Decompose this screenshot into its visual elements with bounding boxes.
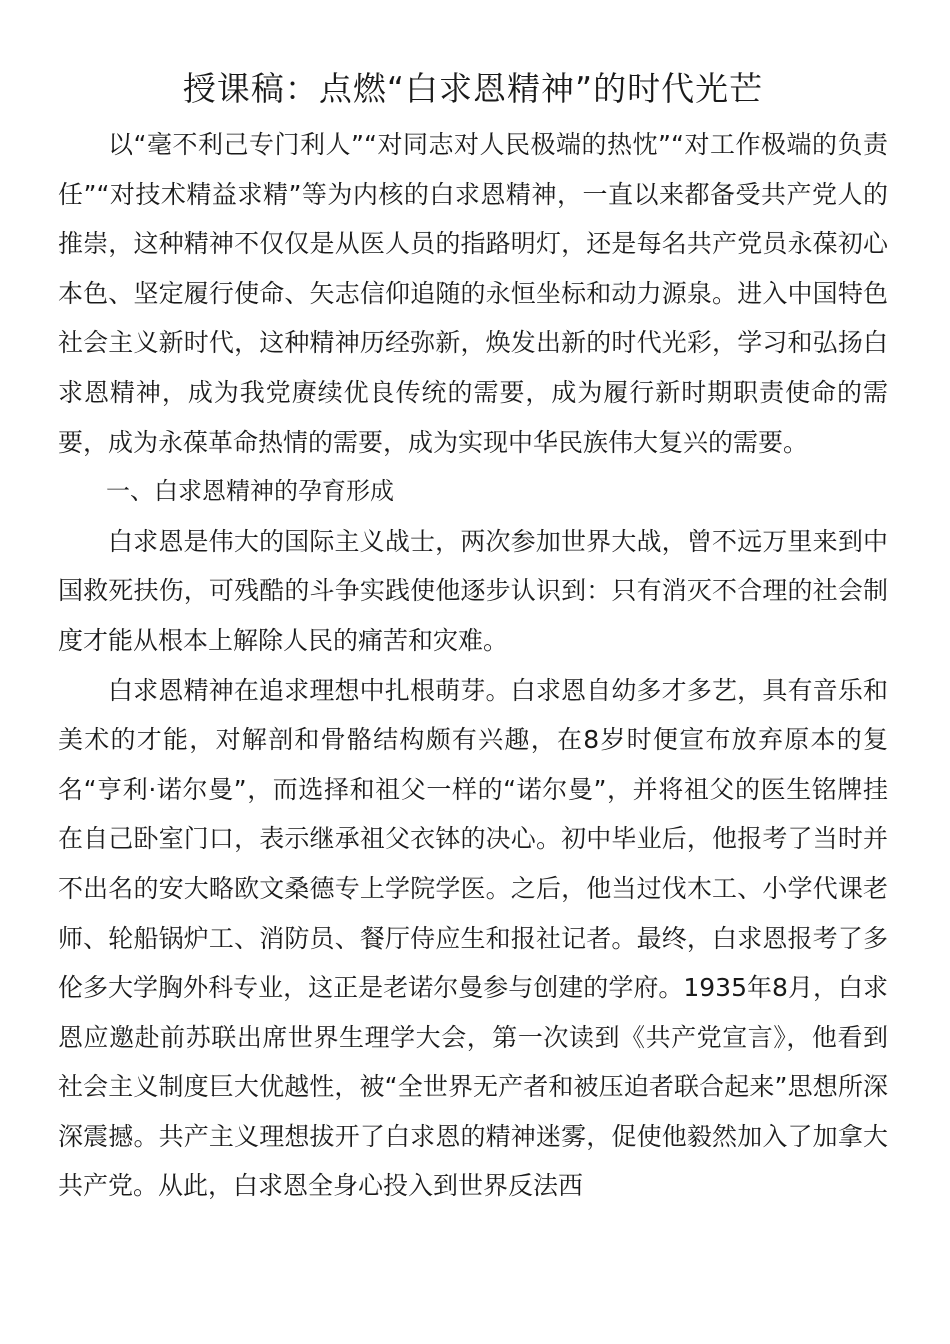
intro-paragraph: 以“毫不利己专门利人”“对同志对人民极端的热忱”“对工作极端的负责任”“对技术精益求精”等为内核的白求恩精神，一直以来都备受共产党人的推崇，这种精神不仅仅是从医人员的指路明灯，还是每名共产党员永葆初心本色、坚定履行使命、矢志信仰追随的永恒坐标和动力源泉。进入中国特色社会主义新时代，这种精神历经弥新，焕发出新的时代光彩，学习和弘扬白求恩精神，成为我党赓续优良传统的需要，成为履行新时期职责使命的需要，成为永葆革命热情的需要，成为实现中华民族伟大复兴的需要。 — [58, 130, 888, 457]
document-title: 授课稿：点燃“白求恩精神”的时代光芒 — [182, 69, 764, 108]
body-paragraph-1: 白求恩是伟大的国际主义战士，两次参加世界大战，曾不远万里来到中国救死扶伤，可残酷的斗争实践使他逐步认识到：只有消灭不合理的社会制度才能从根本上解除人民的痛苦和灾难。 — [58, 526, 888, 655]
body-paragraph-2: 白求恩精神在追求理想中扎根萌芽。白求恩自幼多才多艺，具有音乐和美术的才能，对解剖和骨骼结构颇有兴趣，在8岁时便宣布放弃原本的复名“亨利·诺尔曼”，而选择和祖父一样的“诺尔曼”，并将祖父的医生铭牌挂在自己卧室门口，表示继承祖父衣钵的决心。初中毕业后，他报考了当时并不出名的安大略欧文桑德专上学院学医。之后，他当过伐木工、小学代课老师、轮船锅炉工、消防员、餐厅侍应生和报社记者。最终，白求恩报考了多伦多大学胸外科专业，这正是老诺尔曼参与创建的学府。1935年8月，白求恩应邀赴前苏联出席世界生理学大会，第一次读到《共产党宣言》，他看到社会主义制度巨大优越性，被“全世界无产者和被压迫者联合起来”思想所深深震撼。共产主义理想拔开了白求恩的精神迷雾，促使他毅然加入了加拿大共产党。从此，白求恩全身心投入到世界反法西 — [58, 675, 889, 1201]
section-heading: 一、白求恩精神的孕育形成 — [106, 477, 394, 506]
